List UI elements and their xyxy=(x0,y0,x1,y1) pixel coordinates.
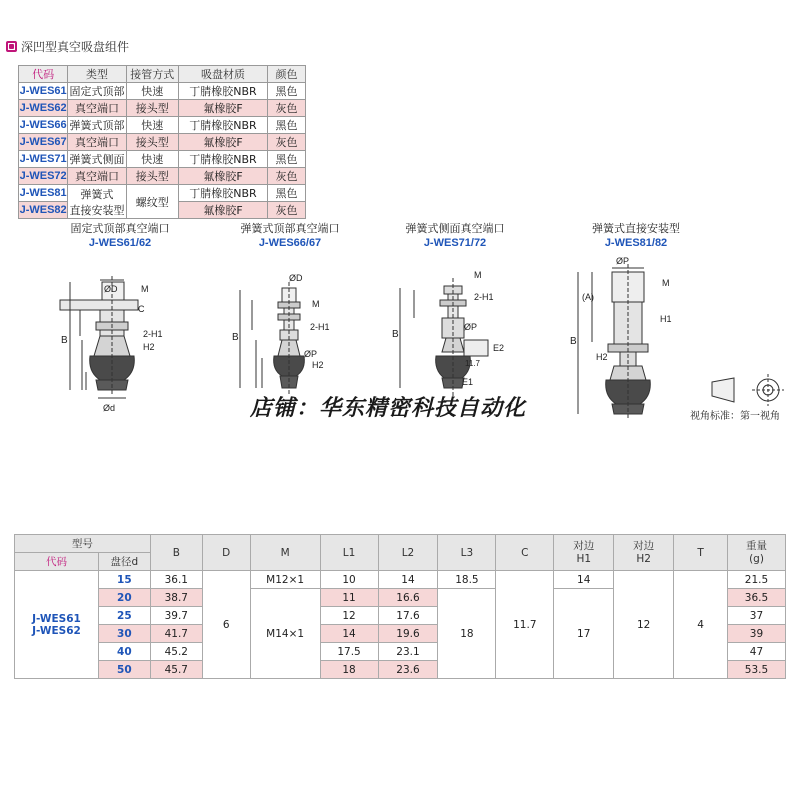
cell-conn: 快速 xyxy=(126,83,178,100)
diagram-code: J-WES66/67 xyxy=(258,237,322,249)
cell-B: 38.7 xyxy=(150,589,202,607)
cell-L2: 23.1 xyxy=(378,643,438,661)
spec-table xyxy=(14,534,786,679)
dim-H1: H1 xyxy=(660,314,672,324)
cell-type: 弹簧式侧面 xyxy=(68,151,126,168)
hdr-C: C xyxy=(496,535,554,571)
hdr-D: D xyxy=(202,535,250,571)
dim-OP: ØP xyxy=(464,322,478,332)
col-conn: 接管方式 xyxy=(126,66,178,83)
cell-dia: 30 xyxy=(98,625,150,643)
dim-H2: H2 xyxy=(596,352,608,362)
cell-weight: 21.5 xyxy=(727,571,785,589)
cell-L3: 18 xyxy=(438,589,496,679)
type-line-1: 弹簧式 xyxy=(80,187,114,201)
cell-dia: 50 xyxy=(98,661,150,679)
dim-A: (A) xyxy=(582,292,594,302)
dim-2H1: 2-H1 xyxy=(474,292,494,302)
cell-dia: 20 xyxy=(98,589,150,607)
cell-M: M14×1 xyxy=(250,589,320,679)
cell-L1: 18 xyxy=(320,661,378,679)
cell-code: J-WES62 xyxy=(19,100,68,117)
view-standard xyxy=(690,407,780,422)
diagram-code: J-WES81/82 xyxy=(604,237,668,249)
view-label-2: 第一视角 xyxy=(740,411,780,422)
cell-H2: 12 xyxy=(614,571,674,679)
cell-L1: 11 xyxy=(320,589,378,607)
diagram-3-spring-side xyxy=(392,270,504,396)
cell-material: 氟橡胶F xyxy=(178,202,267,219)
cell-L2: 14 xyxy=(378,571,438,589)
table-row xyxy=(15,571,786,589)
hdr-T: T xyxy=(674,535,728,571)
cell-dia: 40 xyxy=(98,643,150,661)
col-code: 代码 xyxy=(19,66,68,83)
dim-C: C xyxy=(138,304,145,314)
dim-OP: ØP xyxy=(304,349,318,359)
cell-H1: 14 xyxy=(554,571,614,589)
cell-type: 真空端口 xyxy=(68,168,126,185)
cell-B: 41.7 xyxy=(150,625,202,643)
diagram-4-direct-mount xyxy=(570,256,672,420)
diagram-code: J-WES71/72 xyxy=(423,237,487,249)
cell-dia: 25 xyxy=(98,607,150,625)
cell-color: 黑色 xyxy=(268,185,306,202)
dim-B: B xyxy=(392,329,399,340)
dim-M: M xyxy=(141,284,149,294)
hdr-L3: L3 xyxy=(438,535,496,571)
dim-OP: ØP xyxy=(616,256,630,266)
hdr-L1: L1 xyxy=(320,535,378,571)
cell-code: J-WES71 xyxy=(19,151,68,168)
section-title: 深凹型真空吸盘组件 xyxy=(21,40,130,54)
cell-weight: 47 xyxy=(727,643,785,661)
cell-conn: 接头型 xyxy=(126,168,178,185)
dim-B: B xyxy=(232,332,239,343)
cell-L1: 14 xyxy=(320,625,378,643)
cell-M: M12×1 xyxy=(250,571,320,589)
dim-H2: H2 xyxy=(143,342,155,352)
cell-material: 氟橡胶F xyxy=(178,168,267,185)
cell-type: 真空端口 xyxy=(68,134,126,151)
dim-B: B xyxy=(570,336,577,347)
diagram-name: 固定式顶部真空端口 xyxy=(70,222,170,235)
cell-codes xyxy=(15,571,99,679)
cell-dia: 15 xyxy=(98,571,150,589)
cell-B: 45.7 xyxy=(150,661,202,679)
col-type: 类型 xyxy=(68,66,126,83)
cell-B: 36.1 xyxy=(150,571,202,589)
diagram-name: 弹簧式顶部真空端口 xyxy=(240,222,340,235)
cell-color: 黑色 xyxy=(268,83,306,100)
dim-H2: H2 xyxy=(312,360,324,370)
cell-weight: 39 xyxy=(727,625,785,643)
dim-M: M xyxy=(312,299,320,309)
cell-type: 真空端口 xyxy=(68,100,126,117)
cell-color: 灰色 xyxy=(268,168,306,185)
dim-M: M xyxy=(474,270,482,280)
cell-L2: 16.6 xyxy=(378,589,438,607)
dim-2H1: 2-H1 xyxy=(310,322,330,332)
code-line-1: J-WES61 xyxy=(32,612,81,625)
cell-L2: 23.6 xyxy=(378,661,438,679)
cell-material: 丁腈橡胶NBR xyxy=(178,83,267,100)
dim-Od: Ød xyxy=(103,403,116,413)
diagram-2-spring-top xyxy=(232,273,330,396)
cell-conn: 螺纹型 xyxy=(126,185,178,219)
hdr-M: M xyxy=(250,535,320,571)
cell-B: 39.7 xyxy=(150,607,202,625)
hdr-L2: L2 xyxy=(378,535,438,571)
cell-color: 黑色 xyxy=(268,117,306,134)
diagram-name: 弹簧式直接安装型 xyxy=(592,222,680,235)
code-line-2: J-WES62 xyxy=(32,624,81,637)
dim-E1: E1 xyxy=(462,377,474,387)
cell-color: 灰色 xyxy=(268,100,306,117)
dim-2H1: 2-H1 xyxy=(143,329,163,339)
cell-code: J-WES66 xyxy=(19,117,68,134)
cell-color: 灰色 xyxy=(268,202,306,219)
hdr-weight: 重量 (g) xyxy=(727,535,785,571)
cell-T: 4 xyxy=(674,571,728,679)
hdr-H1: 对边 H1 xyxy=(554,535,614,571)
dim-OD: ØD xyxy=(104,284,118,294)
cell-conn: 快速 xyxy=(126,151,178,168)
dim-11-7: 11.7 xyxy=(465,359,480,368)
cell-L2: 19.6 xyxy=(378,625,438,643)
hdr-dia: 盘径d xyxy=(98,553,150,571)
cell-C: 11.7 xyxy=(496,571,554,679)
hdr-model: 型号 xyxy=(15,535,151,553)
cell-code: J-WES81 xyxy=(19,185,68,202)
cell-type: 固定式顶部 xyxy=(68,83,126,100)
cell-code: J-WES67 xyxy=(19,134,68,151)
cell-B: 45.2 xyxy=(150,643,202,661)
cell-material: 丁腈橡胶NBR xyxy=(178,151,267,168)
cell-weight: 36.5 xyxy=(727,589,785,607)
col-color: 颜色 xyxy=(268,66,306,83)
hdr-B: B xyxy=(150,535,202,571)
cell-code: J-WES61 xyxy=(19,83,68,100)
cell-material: 氟橡胶F xyxy=(178,100,267,117)
cell-weight: 37 xyxy=(727,607,785,625)
cell-color: 黑色 xyxy=(268,151,306,168)
cell-conn: 接头型 xyxy=(126,100,178,117)
cell-L1: 10 xyxy=(320,571,378,589)
cell-conn: 快速 xyxy=(126,117,178,134)
col-material: 吸盘材质 xyxy=(178,66,267,83)
view-sep: ： xyxy=(730,411,740,422)
shop-watermark: 店铺：华东精密科技自动化 xyxy=(250,396,527,421)
cell-code: J-WES72 xyxy=(19,168,68,185)
dim-B: B xyxy=(61,335,68,346)
hdr-code: 代码 xyxy=(15,553,99,571)
diagram-code: J-WES61/62 xyxy=(88,237,152,249)
cell-L3: 18.5 xyxy=(438,571,496,589)
cell-material: 氟橡胶F xyxy=(178,134,267,151)
cell-D: 6 xyxy=(202,571,250,679)
cell-color: 灰色 xyxy=(268,134,306,151)
dim-M: M xyxy=(662,278,670,288)
diagram-1-fixed-top xyxy=(60,276,163,413)
cell-conn: 接头型 xyxy=(126,134,178,151)
cell-L1: 17.5 xyxy=(320,643,378,661)
cell-H1: 17 xyxy=(554,589,614,679)
hdr-H2: 对边 H2 xyxy=(614,535,674,571)
view-label-1: 视角标准 xyxy=(690,411,730,422)
dim-E2: E2 xyxy=(493,343,505,353)
cell-L1: 12 xyxy=(320,607,378,625)
type-line-2: 直接安装型 xyxy=(69,203,125,217)
cell-weight: 53.5 xyxy=(727,661,785,679)
cell-L2: 17.6 xyxy=(378,607,438,625)
first-angle-symbol xyxy=(712,374,784,406)
dim-OD: ØD xyxy=(289,273,303,283)
cell-type: 弹簧式顶部 xyxy=(68,117,126,134)
cell-code: J-WES82 xyxy=(19,202,68,219)
diagram-name: 弹簧式侧面真空端口 xyxy=(405,222,505,235)
cell-material: 丁腈橡胶NBR xyxy=(178,117,267,134)
cell-material: 丁腈橡胶NBR xyxy=(178,185,267,202)
